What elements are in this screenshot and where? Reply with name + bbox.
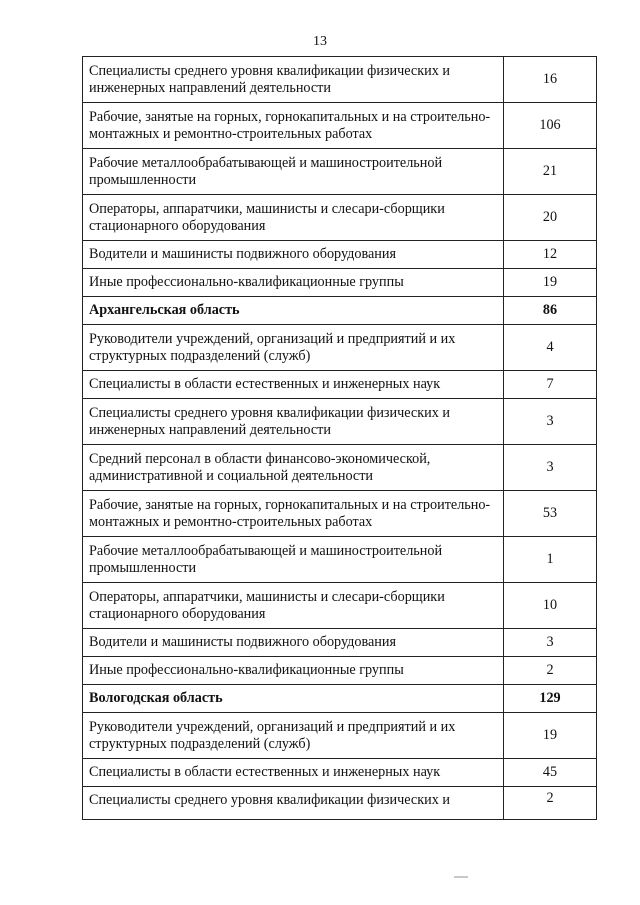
table-row [83, 241, 597, 269]
occupation-group-label: Иные профессионально-квалификационные группы [83, 657, 504, 685]
occupation-group-count: 16 [504, 57, 597, 103]
occupation-group-label: Водители и машинисты подвижного оборудования [83, 241, 504, 269]
occupation-group-count: 53 [504, 491, 597, 537]
occupation-group-count: 45 [504, 759, 597, 787]
table-row [83, 195, 597, 241]
occupation-group-label: Водители и машинисты подвижного оборудования [83, 629, 504, 657]
table-row [83, 657, 597, 685]
occupation-group-count: 7 [504, 371, 597, 399]
occupation-group-label: Рабочие, занятые на горных, горнокапитальных и на строительно-монтажных и ремонтно-строительных работах [83, 491, 504, 537]
table-row [83, 57, 597, 103]
table-row [83, 399, 597, 445]
table-row [83, 583, 597, 629]
occupation-group-label: Специалисты среднего уровня квалификации физических и инженерных направлений деятельности [83, 57, 504, 103]
occupation-group-label: Иные профессионально-квалификационные группы [83, 269, 504, 297]
region-total: 129 [504, 685, 597, 713]
occupation-group-count: 12 [504, 241, 597, 269]
occupation-group-count: 20 [504, 195, 597, 241]
occupation-group-count: 19 [504, 269, 597, 297]
footer-mark [454, 876, 468, 878]
occupation-group-label: Специалисты в области естественных и инженерных наук [83, 759, 504, 787]
table-row [83, 269, 597, 297]
region-total: 86 [504, 297, 597, 325]
occupation-group-label: Рабочие металлообрабатывающей и машиностроительной промышленности [83, 149, 504, 195]
occupation-group-label: Рабочие металлообрабатывающей и машиностроительной промышленности [83, 537, 504, 583]
region-name: Вологодская область [83, 685, 504, 713]
occupation-group-count: 10 [504, 583, 597, 629]
table-row [83, 713, 597, 759]
table-row [83, 537, 597, 583]
table-row [83, 759, 597, 787]
occupation-group-count: 3 [504, 399, 597, 445]
region-row [83, 685, 597, 713]
occupation-group-label: Специалисты в области естественных и инженерных наук [83, 371, 504, 399]
occupation-table [82, 56, 597, 820]
occupation-group-count: 21 [504, 149, 597, 195]
occupation-group-label: Средний персонал в области финансово-экономической, административной и социальной деятельности [83, 445, 504, 491]
table-row [83, 491, 597, 537]
occupation-group-count: 3 [504, 629, 597, 657]
occupation-group-label: Руководители учреждений, организаций и предприятий и их структурных подразделений (служб) [83, 325, 504, 371]
occupation-group-count: 4 [504, 325, 597, 371]
occupation-group-count: 3 [504, 445, 597, 491]
occupation-table-container [82, 56, 594, 820]
table-row [83, 325, 597, 371]
table-row [83, 149, 597, 195]
occupation-group-label: Операторы, аппаратчики, машинисты и слесари-сборщики стационарного оборудования [83, 583, 504, 629]
table-row [83, 103, 597, 149]
page-number: 13 [313, 34, 327, 49]
occupation-group-label: Руководители учреждений, организаций и предприятий и их структурных подразделений (служб) [83, 713, 504, 759]
occupation-group-count: 106 [504, 103, 597, 149]
occupation-group-count: 1 [504, 537, 597, 583]
occupation-group-count: 19 [504, 713, 597, 759]
table-row [83, 787, 597, 820]
occupation-group-count: 2 [504, 657, 597, 685]
occupation-group-label: Специалисты среднего уровня квалификации физических и [83, 787, 504, 820]
region-name: Архангельская область [83, 297, 504, 325]
table-row [83, 629, 597, 657]
occupation-group-count: 2 [504, 787, 597, 820]
occupation-group-label: Операторы, аппаратчики, машинисты и слесари-сборщики стационарного оборудования [83, 195, 504, 241]
occupation-group-label: Рабочие, занятые на горных, горнокапитальных и на строительно-монтажных и ремонтно-строительных работах [83, 103, 504, 149]
occupation-group-label: Специалисты среднего уровня квалификации физических и инженерных направлений деятельности [83, 399, 504, 445]
table-row [83, 371, 597, 399]
region-row [83, 297, 597, 325]
table-row [83, 445, 597, 491]
occupation-table-body [83, 57, 597, 820]
